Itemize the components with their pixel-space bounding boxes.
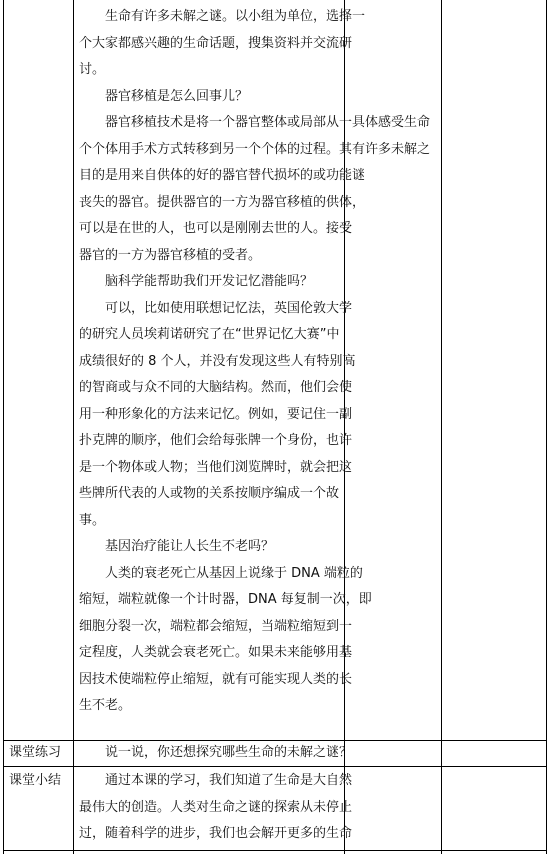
main-cell-line: 可以是在世的人，也可以是刚刚去世的人。接受 xyxy=(79,221,353,236)
main-cell-line: 目的是用来自供体的好的器官替代损坏的或功能 xyxy=(79,168,353,183)
summary-row-line: 通过本课的学习，我们知道了生命是大自然 xyxy=(79,773,353,788)
main-cell-line: 因技术使端粒停止缩短，就有可能实现人类的长 xyxy=(79,671,353,687)
main-cell-line: 人类的衰老死亡从基因上说缘于 DNA 端粒的 xyxy=(79,565,363,581)
main-cell-line: 器官的一方为器官移植的受者。 xyxy=(79,247,262,263)
main-cell-line: 细胞分裂一次，端粒都会缩短，当端粒缩短到一 xyxy=(79,618,353,634)
practice-row-label: 课堂练习 xyxy=(9,745,62,760)
table-border-right xyxy=(546,0,547,854)
table-border-left xyxy=(3,0,4,854)
table-divider-col1 xyxy=(73,0,74,854)
main-cell-heading: 基因治疗能让人长生不老吗？ xyxy=(79,539,275,554)
main-cell-line: 器官移植技术是将一个器官整体或局部从一 xyxy=(79,115,353,130)
main-cell-line: 丧失的器官。提供器官的一方为器官移植的供体， xyxy=(79,194,366,210)
main-cell-line: 个大家都感兴趣的生命话题，搜集资料并交流研 xyxy=(79,35,353,51)
main-cell-line: 定程度，人类就会衰老死亡。如果未来能够用基 xyxy=(79,645,353,660)
main-cell-line: 个个体用手术方式转移到另一个个体的过程。其 xyxy=(79,141,353,157)
table-border-bottom xyxy=(3,850,547,851)
main-cell-line: 些牌所代表的人或物的关系按顺序编成一个故 xyxy=(79,486,340,501)
side-cell-line: 谜 xyxy=(352,168,366,183)
summary-row-line: 过，随着科学的进步，我们也会解开更多的生命 xyxy=(79,826,353,841)
main-cell-line: 的研究人员埃莉诺研究了在“世界记忆大赛”中 xyxy=(79,327,340,342)
main-cell-line: 是一个物体或人物；当他们浏览牌时，就会把这 xyxy=(79,459,353,475)
summary-row-line: 最伟大的创造。人类对生命之谜的探索从未停止 xyxy=(79,799,353,815)
main-cell-line: 生不老。 xyxy=(79,698,132,713)
main-cell-line: 生命有许多未解之谜。以小组为单位，选择一 xyxy=(79,9,366,24)
practice-row-text: 说一说，你还想探究哪些生命的未解之谜？ xyxy=(79,745,353,760)
main-cell-line: 成绩很好的 8 个人，并没有发现这些人有特别高 xyxy=(79,353,356,369)
main-cell-line: 可以，比如使用联想记忆法，英国伦敦大学 xyxy=(79,300,353,316)
summary-row-label: 课堂小结 xyxy=(9,773,62,788)
main-cell-line: 事。 xyxy=(79,512,106,528)
main-cell-line: 扑克牌的顺序，他们会给每张牌一个身份，也许 xyxy=(79,433,353,448)
main-cell-line: 用一种形象化的方法来记忆。例如，要记住一副 xyxy=(79,406,353,422)
side-cell-line: 具体感受生命 xyxy=(352,115,431,130)
main-cell-heading: 脑科学能帮助我们开发记忆潜能吗？ xyxy=(79,274,314,289)
main-cell-line: 缩短，端粒就像一个计时器，DNA 每复制一次，即 xyxy=(79,592,372,607)
side-cell-line: 有许多未解之 xyxy=(352,141,431,157)
main-cell-heading: 器官移植是怎么回事儿？ xyxy=(79,88,249,104)
main-cell-line: 讨。 xyxy=(79,62,106,77)
table-divider-col3 xyxy=(441,0,442,854)
main-cell-line: 的智商或与众不同的大脑结构。然而，他们会使 xyxy=(79,380,353,395)
